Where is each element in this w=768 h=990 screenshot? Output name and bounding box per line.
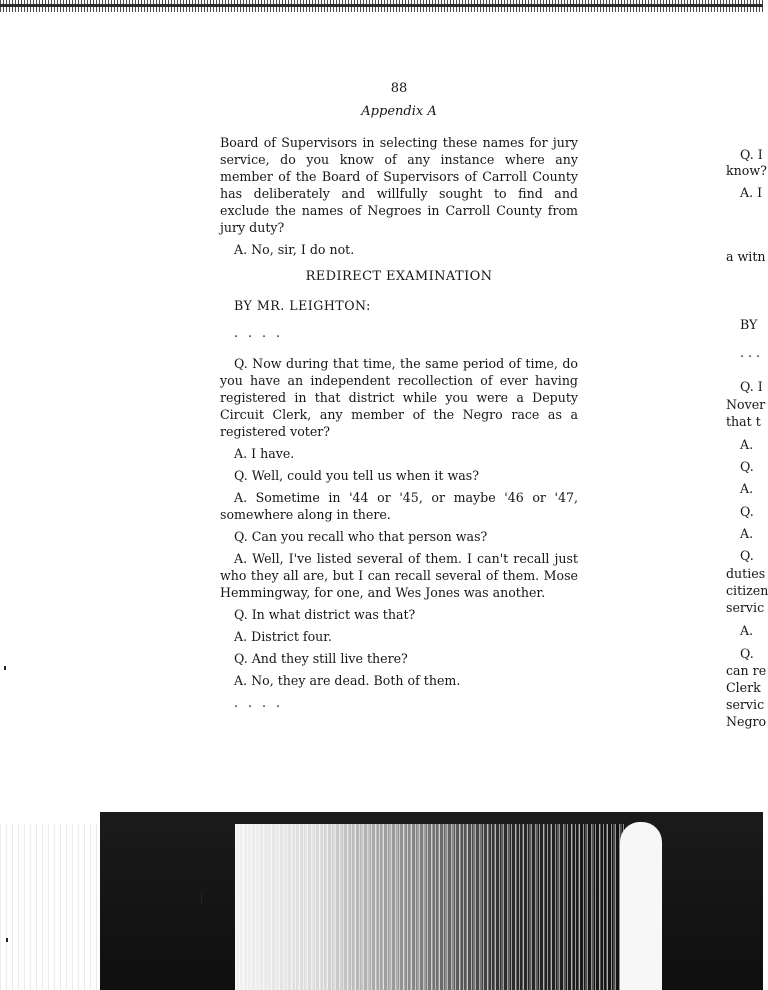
left-page [220, 80, 578, 725]
examiner-line: BY MR. LEIGHTON: [234, 298, 371, 313]
testimony-line: A. No, they are dead. Both of them. [234, 673, 461, 688]
facing-page-text: that t [726, 414, 761, 429]
facing-page-text: Q. [740, 646, 754, 661]
testimony-line: Q. Now during that time, the same period of time, do you have an independent recollection of ever having registered in that district while you were a Deputy Circuit Clerk, any member of the Negro race as a registered voter? [220, 356, 578, 439]
scan-stripe-artifact [235, 824, 625, 990]
facing-page-text: servic [726, 600, 765, 615]
facing-page-text: Q. [740, 504, 754, 519]
facing-page-text: servic [726, 697, 765, 712]
facing-page-text: Q. I [740, 147, 763, 162]
facing-page-text: Negro [726, 714, 767, 729]
opening-paragraph: Board of Supervisors in selecting these names for jury service, do you know of any instance where any member of the Board of Supervisors of Carroll County has deliberately and willfully sought to find and exclude the names of Negroes in Carroll County from jury duty? [220, 135, 578, 235]
section-heading: REDIRECT EXAMINATION [305, 269, 493, 284]
facing-page-text: A. [740, 623, 754, 638]
page-number: 88 [390, 81, 408, 96]
scan-speck [201, 893, 202, 905]
testimony-line: Q. In what district was that? [234, 607, 416, 622]
facing-page-text: Clerk [726, 680, 761, 695]
facing-page-text: Q. [740, 459, 754, 474]
facing-page-text: can re [726, 663, 767, 678]
facing-page-text: A. [740, 526, 754, 541]
facing-page-text: . . . [740, 345, 761, 360]
running-head: Appendix A [361, 104, 437, 119]
omission-ellipsis: . . . . [234, 325, 284, 340]
facing-page-text: Q. [740, 548, 754, 563]
testimony-line: A. I have. [234, 446, 295, 461]
testimony-line: Q. And they still live there? [234, 651, 408, 666]
facing-page-text: citizen [726, 583, 768, 598]
scan-gutter-highlight [620, 822, 662, 990]
scan-speck [4, 666, 6, 670]
facing-page-text: A. [740, 481, 754, 496]
facing-page-text: a witn [726, 249, 766, 264]
facing-page-text: A. [740, 437, 754, 452]
scan-speck [6, 938, 8, 942]
facing-page-text: duties [726, 566, 766, 581]
testimony-line: Q. Can you recall who that person was? [234, 529, 488, 544]
facing-page-text: Q. I [740, 379, 763, 394]
answer-line: A. No, sir, I do not. [234, 242, 355, 257]
testimony-line: A. Sometime in '44 or '45, or maybe '46 or '47, somewhere along in there. [220, 490, 578, 522]
closing-ellipsis: . . . . [234, 695, 284, 710]
testimony-line: Q. Well, could you tell us when it was? [234, 468, 479, 483]
facing-page-text: know? [726, 163, 767, 178]
facing-page-text: A. I [740, 185, 763, 200]
scan-top-border [0, 4, 763, 7]
facing-page-text: Nover [726, 397, 766, 412]
testimony-line: A. Well, I've listed several of them. I can't recall just who they all are, but I can recall several of them. Mose Hemmingway, for one, and Wes Jones was another. [220, 551, 578, 600]
facing-page-text: BY [740, 317, 758, 332]
facing-page-fragment [726, 0, 768, 820]
testimony-line: A. District four. [234, 629, 332, 644]
scanner-shadow-edge [100, 814, 160, 824]
